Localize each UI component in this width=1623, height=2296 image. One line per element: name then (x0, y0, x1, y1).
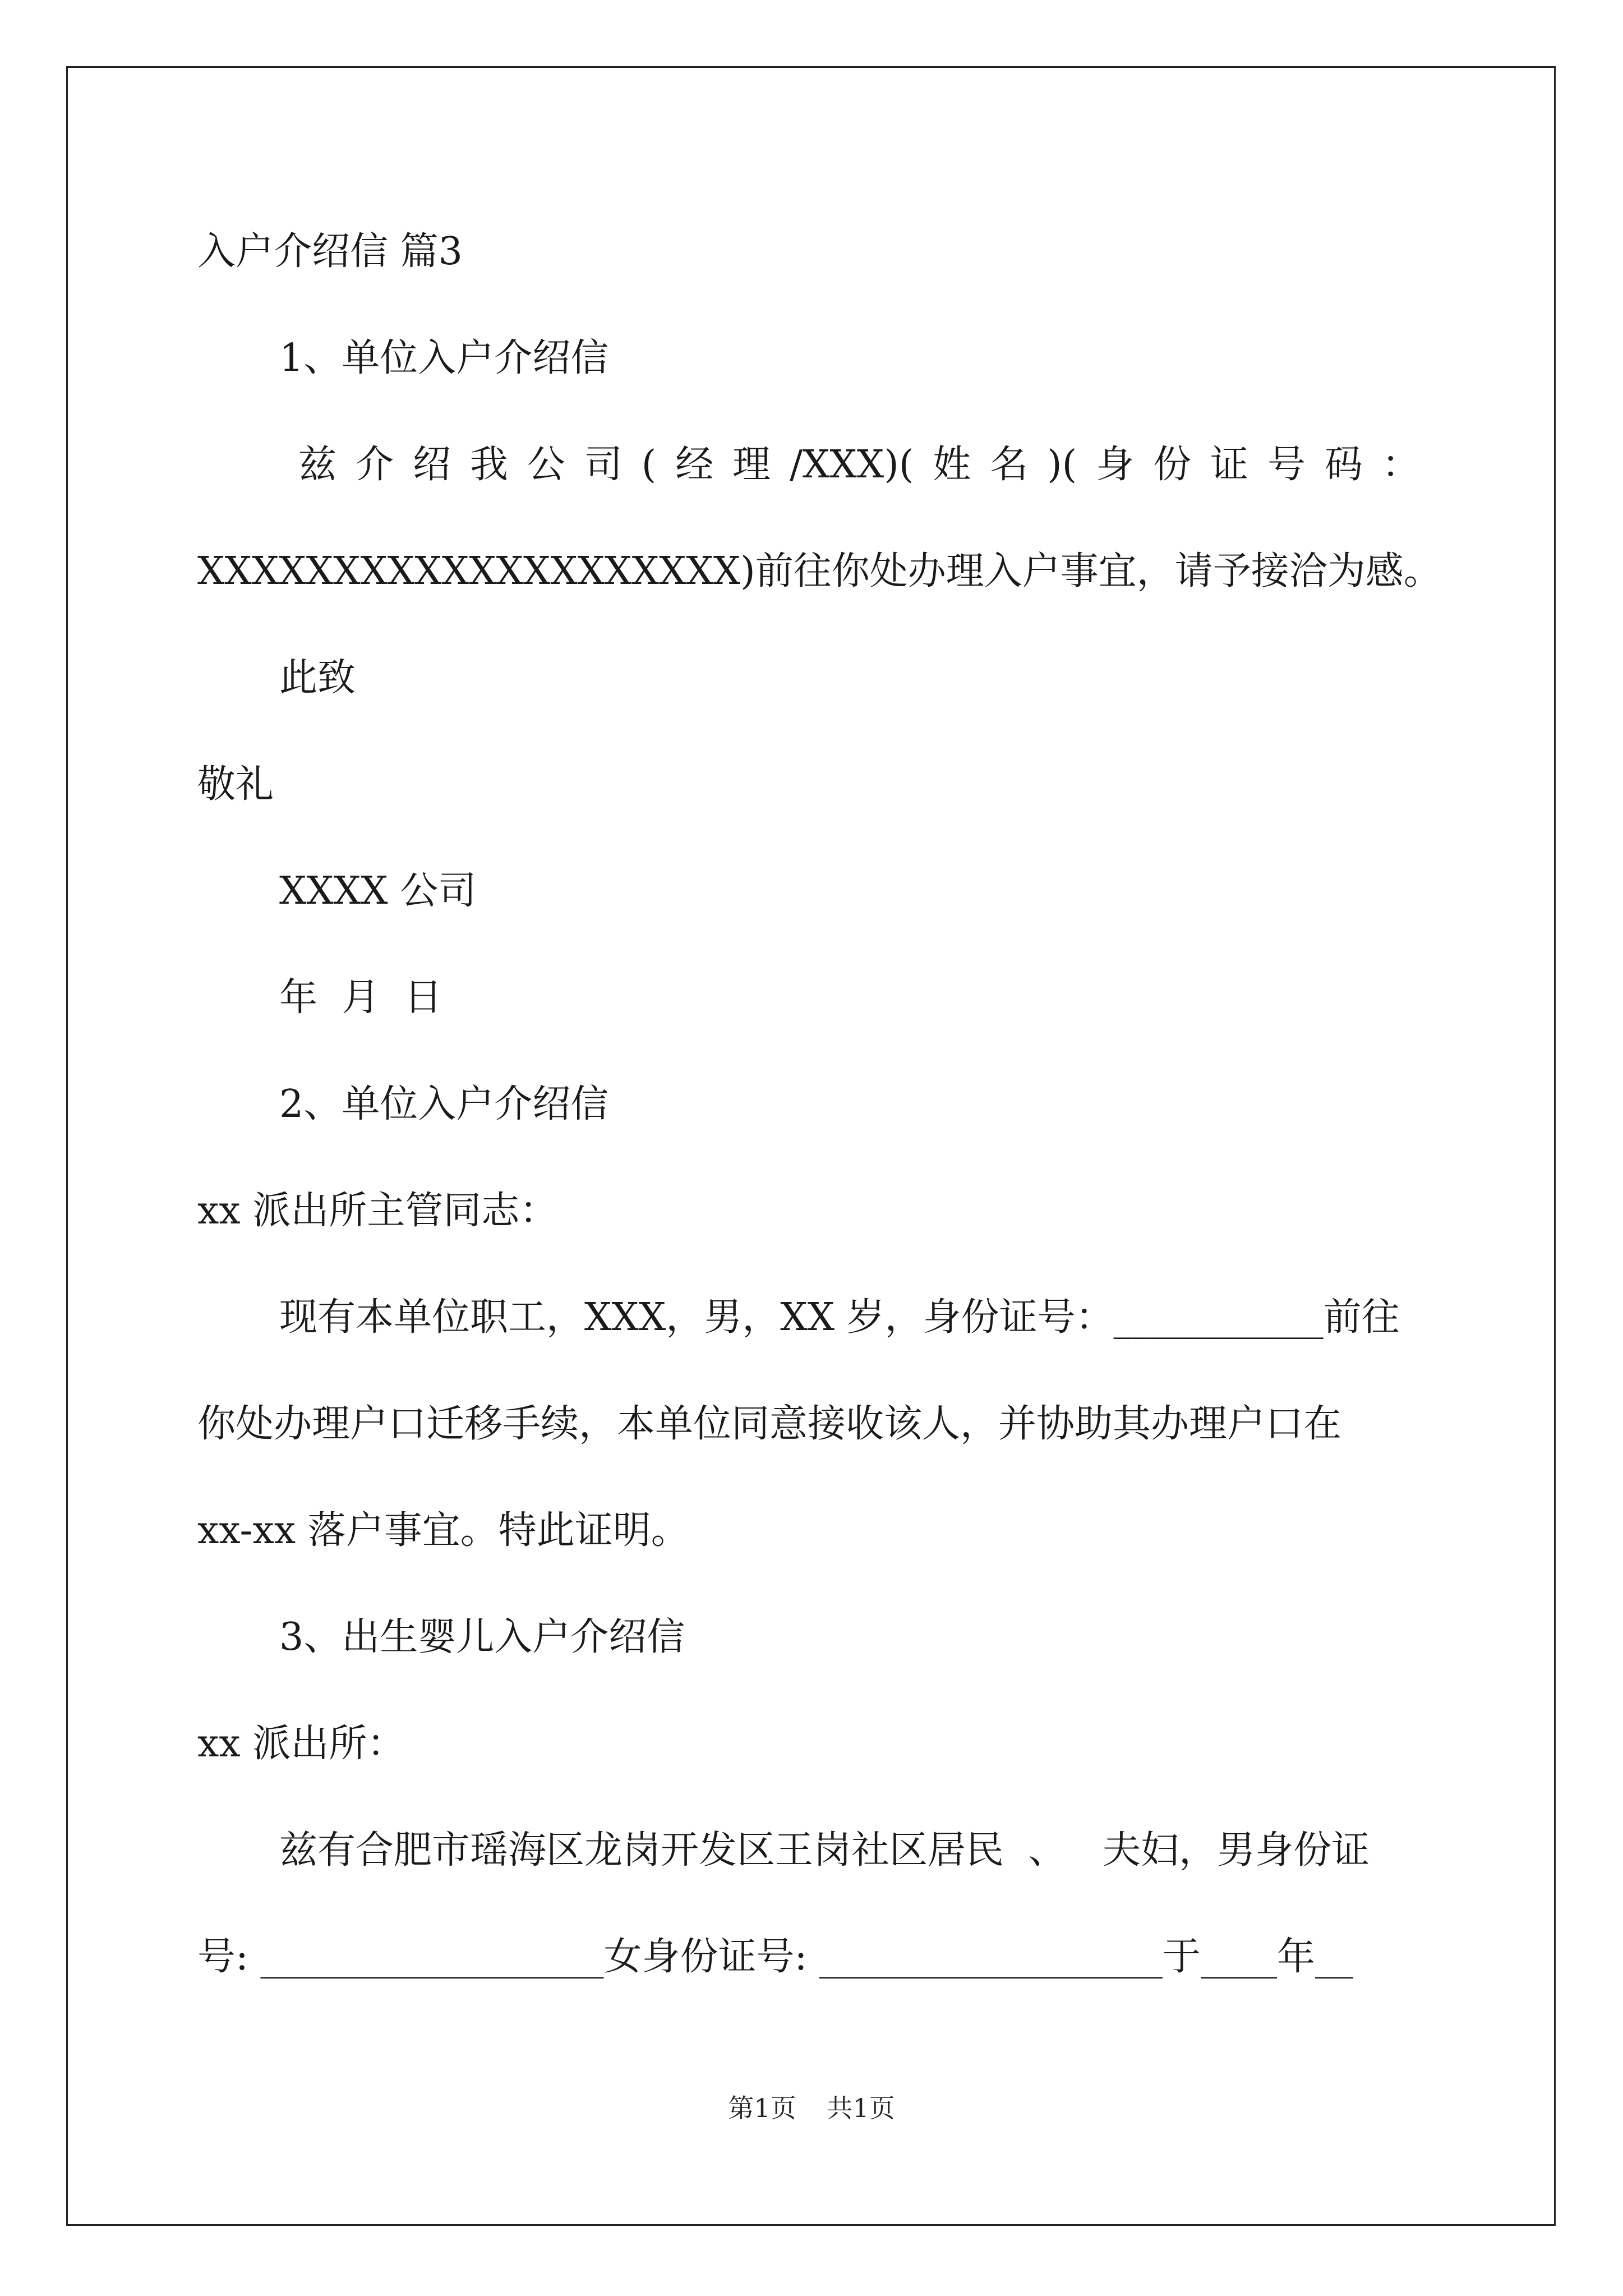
section-1-body-line-2: XXXXXXXXXXXXXXXXXXXX)前往你处办理入户事宜，请予接洽为感。 (197, 549, 1442, 593)
page-number: 第1页 (728, 2093, 796, 2123)
section-1-body-line-1-segment: 证 (1210, 443, 1249, 487)
page-total: 共1页 (827, 2093, 895, 2123)
section-1-body-line-1-segment: 公 (527, 443, 565, 487)
section-1-body-line-1-segment: ： (1381, 443, 1420, 487)
section-1-body-line-1-segment: 身 (1096, 443, 1135, 487)
document-title: 入户介绍信 篇3 (197, 229, 463, 274)
section-3-body-line-1: 兹有合肥市瑶海区龙岗开发区王岗社区居民 、 夫妇，男身份证 (279, 1828, 1370, 1872)
section-1-body-line-1-segment: 绍 (412, 443, 451, 487)
section-1-body-line-1-segment: 我 (469, 443, 508, 487)
section-2-salutation: xx 派出所主管同志： (197, 1189, 558, 1233)
section-1-heading: 1、单位入户介绍信 (279, 336, 609, 380)
page-border (66, 66, 1556, 2226)
section-1-body-line-1-segment: 姓 (933, 443, 971, 487)
section-1-body-line-1-segment: 经 (675, 443, 714, 487)
section-1-closing-1: 此致 (279, 656, 356, 700)
section-1-signature: XXXX 公司 (279, 869, 477, 913)
section-1-body-line-1-segment: 司 (584, 443, 623, 487)
section-1-body-line-1-segment: 兹 (298, 443, 337, 487)
section-2-body-line-1: 现有本单位职工，XXX，男，XX 岁，身份证号：___________前往 (279, 1295, 1400, 1340)
section-3-heading: 3、出生婴儿入户介绍信 (279, 1615, 685, 1659)
section-2-body-line-2: 你处办理户口迁移手续，本单位同意接收该人，并协助其办理户口在 (197, 1402, 1342, 1446)
section-3-salutation: xx 派出所： (197, 1722, 405, 1766)
section-1-body-line-1-segment: )( (1047, 443, 1077, 487)
section-1-closing-2: 敬礼 (197, 762, 274, 807)
section-1-body-line-1-segment: 理 (732, 443, 771, 487)
section-1-body-line-1-segment: /XXX)( (790, 443, 914, 487)
section-2-body-line-3: xx-xx 落户事宜。特此证明。 (197, 1508, 689, 1553)
section-1-body-line-1-segment: 介 (355, 443, 394, 487)
section-1-body-line-1-segment: 号 (1267, 443, 1306, 487)
section-1-body-line-1-segment: 码 (1324, 443, 1363, 487)
section-1-body-line-1 (197, 443, 1420, 487)
section-1-body-line-1-segment: 份 (1153, 443, 1192, 487)
section-3-body-line-2: 号: __________________女身份证号: __________________于____年__ (197, 1935, 1354, 1979)
section-2-heading: 2、单位入户介绍信 (279, 1082, 609, 1126)
page-footer (0, 2088, 1623, 2125)
section-1-date: 年 月 日 (279, 976, 442, 1020)
section-1-body-line-1-segment: 名 (990, 443, 1029, 487)
section-1-body-line-1-segment: ( (641, 443, 657, 487)
